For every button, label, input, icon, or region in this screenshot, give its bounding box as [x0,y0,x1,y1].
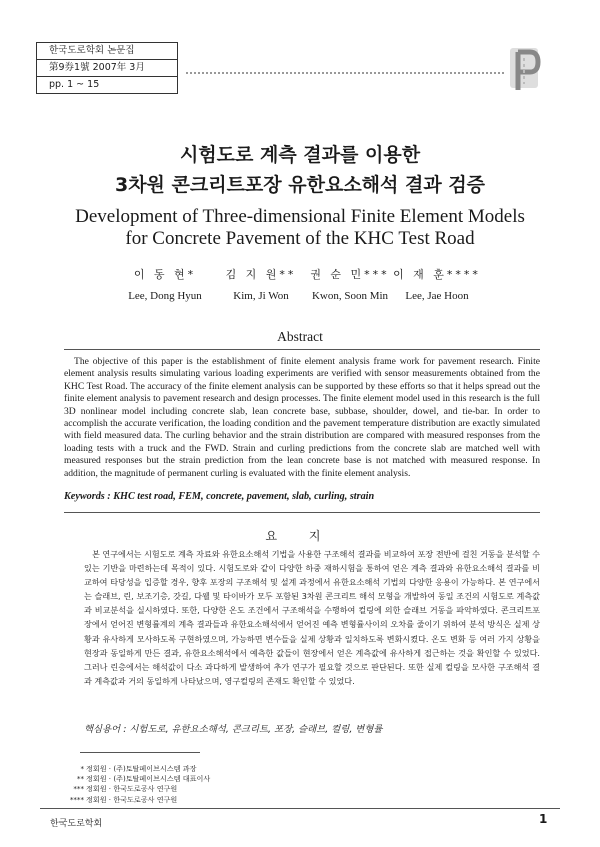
footnote-2-text: 정회원 · (주)토탈페이브시스템 대표이사 [86,774,211,784]
footnote-3-mark: *** [73,784,84,794]
abstract-heading: Abstract [277,329,323,344]
journal-volume: 第9券1號 2007年 3月 [37,60,177,77]
title-ko-line-1: 시험도로 계측 결과를 이용한 [179,144,421,166]
keywords-ko: 핵심용어 : 시험도로, 유한요소해석, 콘크리트, 포장, 슬래브, 컬링, 변형률 [84,724,383,735]
author-1 [110,266,220,302]
author-1-name-ko: 이 동 현* [133,268,197,281]
header-dotted-line [186,72,504,74]
author-4-name-ko: 이 재 훈**** [393,268,481,281]
author-2-name-ko: 김 지 원** [225,268,297,281]
footnote-rule [80,752,200,753]
footnote-4 [54,795,354,805]
journal-logo-icon [504,44,548,96]
title-ko-line-2: 3차원 콘크리트포장 유한요소해석 결과 검증 [114,174,486,196]
author-3-name-ko: 권 순 민*** [310,268,390,281]
author-3-name-en: Kwon, Soon Min [311,290,389,302]
author-list [0,266,600,306]
author-2-name-en: Kim, Ji Won [233,290,289,302]
footnotes [54,764,354,805]
footnote-4-mark: **** [69,794,84,804]
footnote-3-text: 정회원 · 한국도로공사 연구원 [86,784,178,794]
footnote-2 [54,774,354,784]
author-4-name-en: Lee, Jae Hoon [405,290,469,302]
author-4 [382,266,492,302]
footnote-1 [54,764,354,774]
yoji-text: 본 연구에서는 시험도로 계측 자료와 유한요소해석 기법을 사용한 구조해석 결과를 비교하여 포장 전반에 걸친 거동을 분석할 수 있는 기반을 마련하는데 목적이 있다. 시험도로와 같이 다양한 하중 재하시험을 통하여 얻은 계측 결과와 유한요소해석 결과를 비교하여 타당성을 입증할 경우, 향후 포장의 구조해석 및 설계 과정에서 유한요소해석 기법의 다양한 응용이 가능하다. 본 연구에서는 슬래브, 린, 보조기층, 갓길, 다웰 및 타이바가 모두 포함된 3차원 콘크리트 해석 모형을 개발하여 동일 조건의 시험도로 계측값과 비교분석을 실시하였다. 또한, 다양한 온도 조건에서 구조해석을 수행하여 컬링에 의한 슬래브 거동을 파악하였다. 콘크리트포장에서 얻어진 변형률계의 계측 결과들과 유한요소해석에서 얻어진 예측 변형률사이의 오차를 줄이기 위하여 분석 방식은 실제 상황과 유사하게 모사하도록 구현하였으며, 가능하면 변수들을 실제 상황과 일치하도록 변화시켰다. 온도 변화 등 여러 가지 상황을 현장과 동일하게 만든 결과, 유한요소해석에서 예측한 값들이 현장에서 얻은 계측값에 유사하게 접근하는 것을 확인할 수 있었다. 그러나 린층에서는 해석값이 다소 과다하게 발생하여 추가 연구가 필요할 것으로 판단된다. 또한 실제 컬링을 모사한 구조해석 결과 계측값과 거의 동일하게 나타났으며, 영구컬링의 존재도 확인할 수 있었다. [84,549,540,686]
journal-name: 한국도로학회 논문집 [37,43,177,60]
footer-society: 한국도로학회 [50,819,103,829]
abstract-rule [64,349,540,350]
footnote-3 [54,784,354,794]
abstract-text: The objective of this paper is the establishment of finite element analysis frame work for pavement research. Finite element analysis results simulating various loading experiments are verified with sensor measurements obtained from the KHC Test Road. The accuracy of the finite element analysis can be supported by these efforts so that it helps spread out the finite element analysis to pavement research and design processes. The finite element model used in this research is the full 3D nonlinear model including concrete slab, lean concrete base, subbase, shoulder, dowel, and tie-bar. In order to accomplish the accurate verification, the loading condition and the pavement temperature distribution are exactly simulated with field measured data. The curling behavior and the strain distribution are compared with measured responses from the loading tests with a truck and the FWD. Strain and curling predictions from the concrete slab are matched well with measured responses but the strain prediction from the lean concrete base is not matched with measured response. In addition, the magnitude of permanent curling is evaluated with the finite element analysis. [64,356,540,479]
footer-rule [40,808,560,809]
keywords-rule [64,512,540,513]
footnote-2-mark: ** [76,774,84,784]
journal-pages: pp. 1 ~ 15 [49,79,100,90]
title-en-line-2: for Concrete Pavement of the KHC Test Road [125,228,475,249]
title-en-line-1: Development of Three-dimensional Finite Element Models [75,206,525,227]
author-1-name-en: Lee, Dong Hyun [128,290,202,302]
footnote-1-mark: * [80,764,84,773]
keywords-en: Keywords : KHC test road, FEM, concrete, pavement, slab, curling, strain [64,491,375,502]
yoji-heading: 요 지 [265,529,335,543]
page-number: 1 [539,812,548,826]
footnote-1-text: 정회원 · (주)토탈페이브시스템 과장 [86,764,197,773]
journal-info-box [36,42,178,94]
footnote-4-text: 정회원 · 한국도로공사 연구원 [86,794,178,804]
